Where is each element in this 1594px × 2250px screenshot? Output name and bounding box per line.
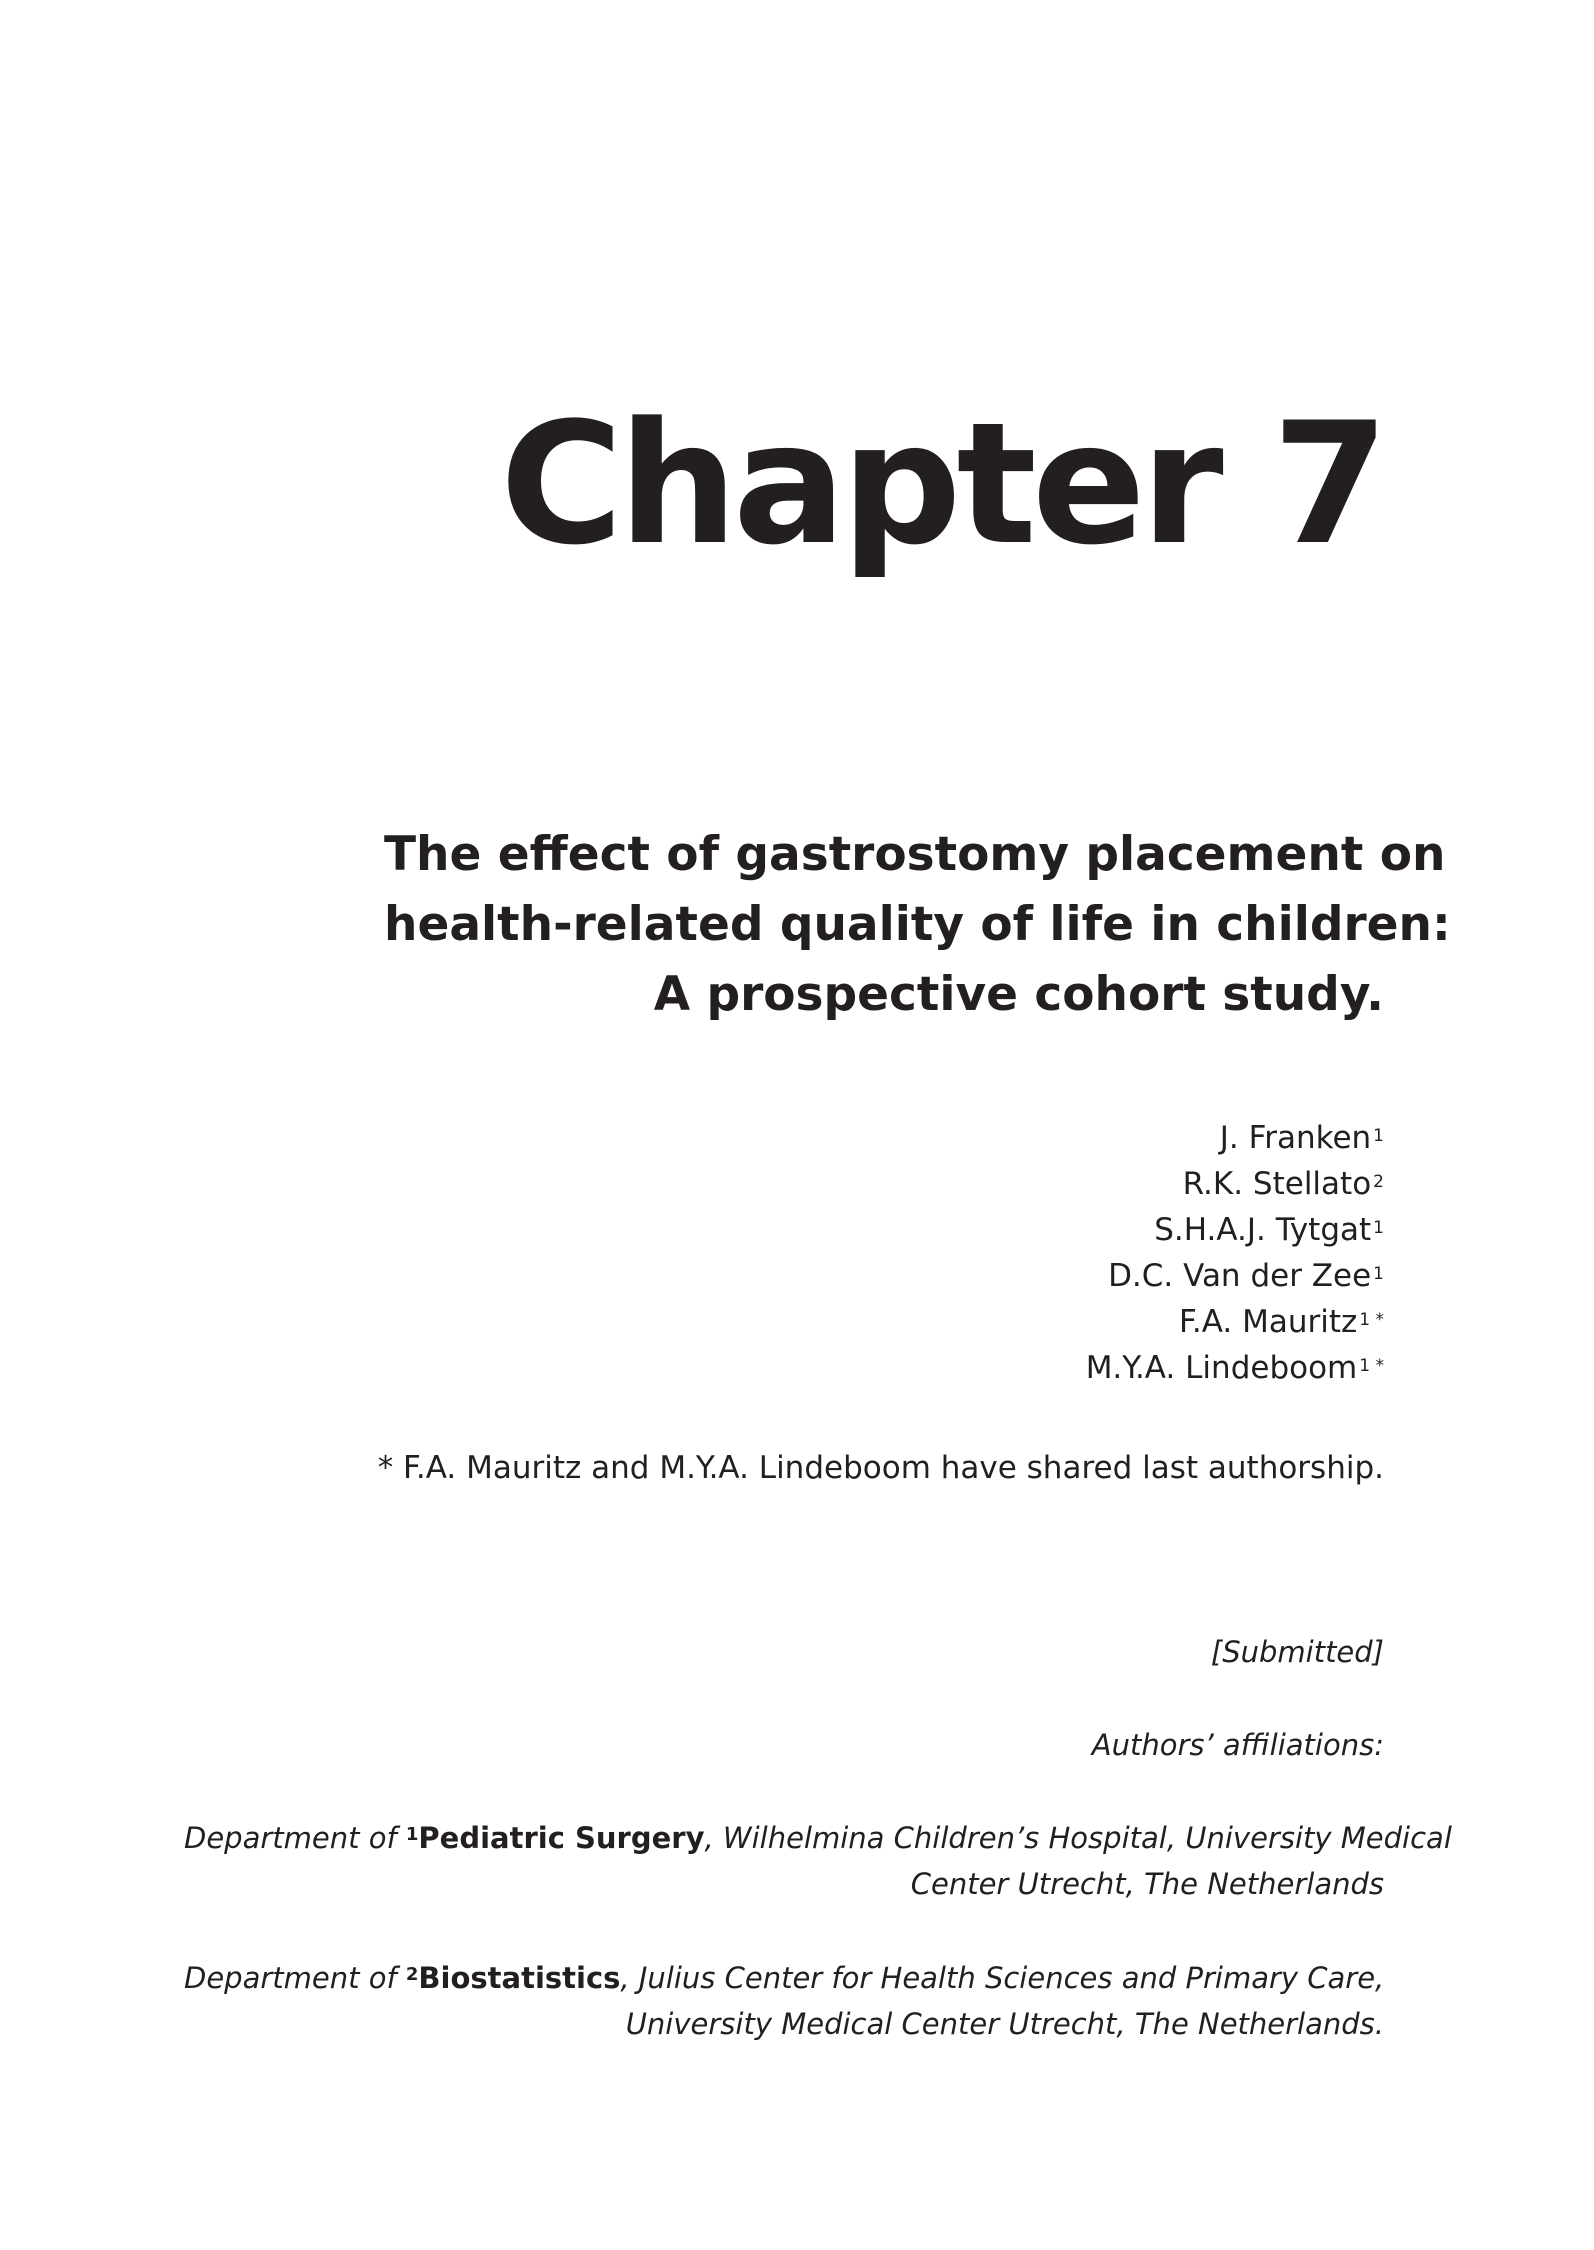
author-affiliation-mark: 1 xyxy=(1373,1264,1384,1284)
author-affiliation-mark: 1 * xyxy=(1359,1356,1384,1376)
article-title-line: health-related quality of life in children: xyxy=(384,897,1451,952)
author-name: J. Franken xyxy=(1219,1120,1372,1156)
author-entry xyxy=(1086,1207,1384,1253)
affiliation-institution: , Julius Center for Health Sciences and Primary Care, xyxy=(620,1961,1385,1995)
affiliation-line: Center Utrecht, The Netherlands xyxy=(910,1867,1384,1901)
author-entry xyxy=(1086,1253,1384,1299)
affiliation-number: 1 xyxy=(405,1824,419,1845)
author-entry xyxy=(1086,1299,1384,1345)
affiliation-department: Biostatistics xyxy=(418,1961,621,1995)
author-name: F.A. Mauritz xyxy=(1179,1304,1358,1340)
affiliation-line: University Medical Center Utrecht, The Netherlands. xyxy=(625,2007,1384,2041)
article-title-line: The effect of gastrostomy placement on xyxy=(384,827,1446,882)
chapter-title: Chapter 7 xyxy=(499,386,1384,582)
affiliation-line xyxy=(184,1955,1384,2001)
affiliation-line xyxy=(184,1815,1452,1861)
author-name: S.H.A.J. Tytgat xyxy=(1154,1212,1372,1248)
shared-authorship-note: * F.A. Mauritz and M.Y.A. Lindeboom have shared last authorship. xyxy=(377,1450,1384,1486)
affiliation-entry xyxy=(184,1955,1384,2047)
affiliations-heading: Authors’ affiliations: xyxy=(1091,1728,1384,1762)
author-affiliation-mark: 1 * xyxy=(1359,1310,1384,1330)
affiliation-number: 2 xyxy=(405,1964,419,1985)
affiliation-department: Pediatric Surgery xyxy=(418,1821,705,1855)
author-entry xyxy=(1086,1115,1384,1161)
affiliation-institution: , Wilhelmina Children’s Hospital, University Medical xyxy=(704,1821,1452,1855)
author-affiliation-mark: 1 xyxy=(1373,1218,1384,1238)
author-affiliation-mark: 2 xyxy=(1373,1172,1384,1192)
author-entry xyxy=(1086,1345,1384,1391)
submission-status: [Submitted] xyxy=(1210,1635,1384,1669)
article-title-line: A prospective cohort study. xyxy=(653,967,1384,1022)
affiliation-entry xyxy=(184,1815,1452,1907)
author-list xyxy=(1086,1115,1384,1391)
author-name: M.Y.A. Lindeboom xyxy=(1085,1350,1358,1386)
article-title xyxy=(384,820,1451,1030)
author-affiliation-mark: 1 xyxy=(1373,1126,1384,1146)
author-name: R.K. Stellato xyxy=(1182,1166,1372,1202)
affiliation-prefix: Department of xyxy=(184,1821,406,1855)
author-name: D.C. Van der Zee xyxy=(1108,1258,1372,1294)
affiliation-prefix: Department of xyxy=(184,1961,406,1995)
author-entry xyxy=(1086,1161,1384,1207)
